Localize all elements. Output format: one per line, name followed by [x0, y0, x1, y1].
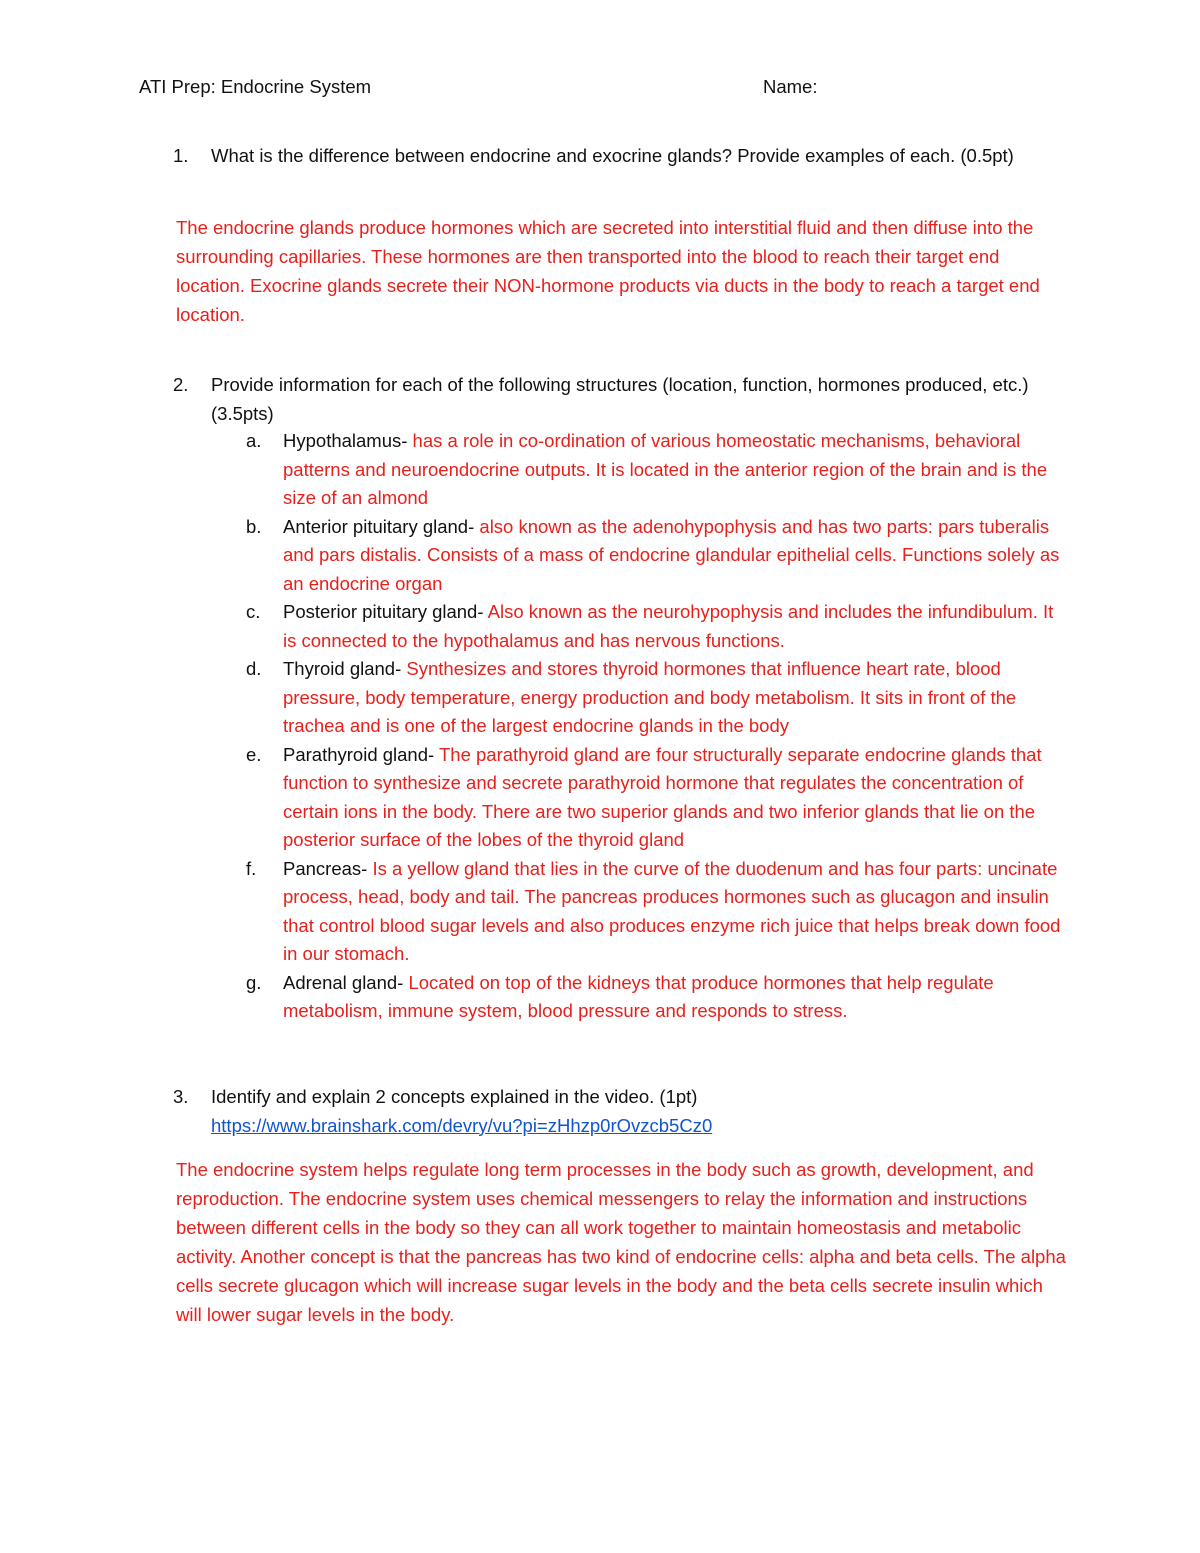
- question-number: 1.: [173, 145, 189, 166]
- question-2: [173, 371, 1073, 428]
- list-item: [246, 969, 1066, 1026]
- item-label: Pancreas-: [283, 857, 368, 879]
- item-label: Parathyroid gland-: [283, 743, 435, 765]
- document-header: [139, 74, 1039, 100]
- question-number: 3.: [173, 1086, 189, 1107]
- item-description: also known as the adenohypophysis and has two parts: pars tuberalis and pars distalis. Consists of a mass of endocrine glandular epithelial cells. Functions solely as an endocrine organ: [283, 515, 1060, 594]
- item-description: Synthesizes and stores thyroid hormones that influence heart rate, blood pressure, body temperature, energy production and body metabolism. It sits in front of the trachea and is one of the largest endocrine glands in the body: [283, 658, 1017, 736]
- list-item: [246, 598, 1066, 655]
- name-label: Name:: [763, 76, 818, 97]
- item-label: Posterior pituitary gland-: [283, 601, 484, 622]
- question-1: [173, 142, 1073, 171]
- question-text: Identify and explain 2 concepts explained in the video. (1pt): [211, 1086, 698, 1107]
- item-description: Is a yellow gland that lies in the curve of the duodenum and has four parts: uncinate process, head, body and tail. The pancreas produces hormones such as glucagon and insulin that control blood sugar levels and also produces enzyme rich juice that helps break down food in our stomach.: [283, 857, 1061, 964]
- video-link[interactable]: https://www.brainshark.com/devry/vu?pi=zHhzp0rOvzcb5Cz0: [211, 1114, 713, 1136]
- item-letter: a.: [246, 430, 262, 451]
- document-title: ATI Prep: Endocrine System: [139, 76, 372, 97]
- question-text: Provide information for each of the following structures (location, function, hormones produced, etc.) (3.5pts): [211, 374, 1029, 424]
- item-letter: b.: [246, 515, 262, 537]
- item-description: Located on top of the kidneys that produce hormones that help regulate metabolism, immune system, blood pressure and responds to stress.: [283, 971, 994, 1021]
- item-letter: e.: [246, 743, 262, 765]
- question-text: What is the difference between endocrine and exocrine glands? Provide examples of each. (0.5pt): [211, 145, 1014, 166]
- item-label: Hypothalamus-: [283, 430, 408, 451]
- item-label: Anterior pituitary gland-: [283, 515, 475, 537]
- list-item: [246, 513, 1066, 599]
- structures-list: [246, 427, 1066, 1026]
- item-letter: c.: [246, 601, 261, 622]
- list-item: [246, 741, 1066, 855]
- item-description: has a role in co-ordination of various homeostatic mechanisms, behavioral patterns and neuroendocrine outputs. It is located in the anterior region of the brain and is the size of an almond: [283, 430, 1048, 508]
- item-description: Also known as the neurohypophysis and includes the infundibulum. It is connected to the hypothalamus and has nervous functions.: [283, 601, 1054, 651]
- list-item: [246, 655, 1066, 741]
- list-item: [246, 855, 1066, 969]
- item-letter: d.: [246, 658, 262, 679]
- item-label: Adrenal gland-: [283, 971, 404, 993]
- list-item: [246, 427, 1066, 513]
- item-letter: g.: [246, 971, 262, 993]
- question-3: [173, 1083, 1073, 1140]
- answer-1: The endocrine glands produce hormones which are secreted into interstitial fluid and then diffuse into the surrounding capillaries. These hormones are then transported into the blood to reach their target end location. Exocrine glands secrete their NON-hormone products via ducts in the body to reach a target end location.: [176, 217, 1040, 325]
- item-label: Thyroid gland-: [283, 658, 402, 679]
- item-description: The parathyroid gland are four structurally separate endocrine glands that function to synthesize and secrete parathyroid hormone that regulates the concentration of certain ions in the body. There are two superior glands and two inferior glands that lie on the posterior surface of the lobes of the thyroid gland: [283, 743, 1042, 850]
- question-number: 2.: [173, 374, 189, 395]
- answer-3: The endocrine system helps regulate long term processes in the body such as growth, development, and reproduction. The endocrine system uses chemical messengers to relay the information and instructions between different cells in the body so they can all work together to maintain homeostasis and metabolic activity. Another concept is that the pancreas has two kind of endocrine cells: alpha and beta cells. The alpha cells secrete glucagon which will increase sugar levels in the body and the beta cells secrete insulin which will lower sugar levels in the body.: [176, 1159, 1066, 1325]
- item-letter: f.: [246, 857, 257, 879]
